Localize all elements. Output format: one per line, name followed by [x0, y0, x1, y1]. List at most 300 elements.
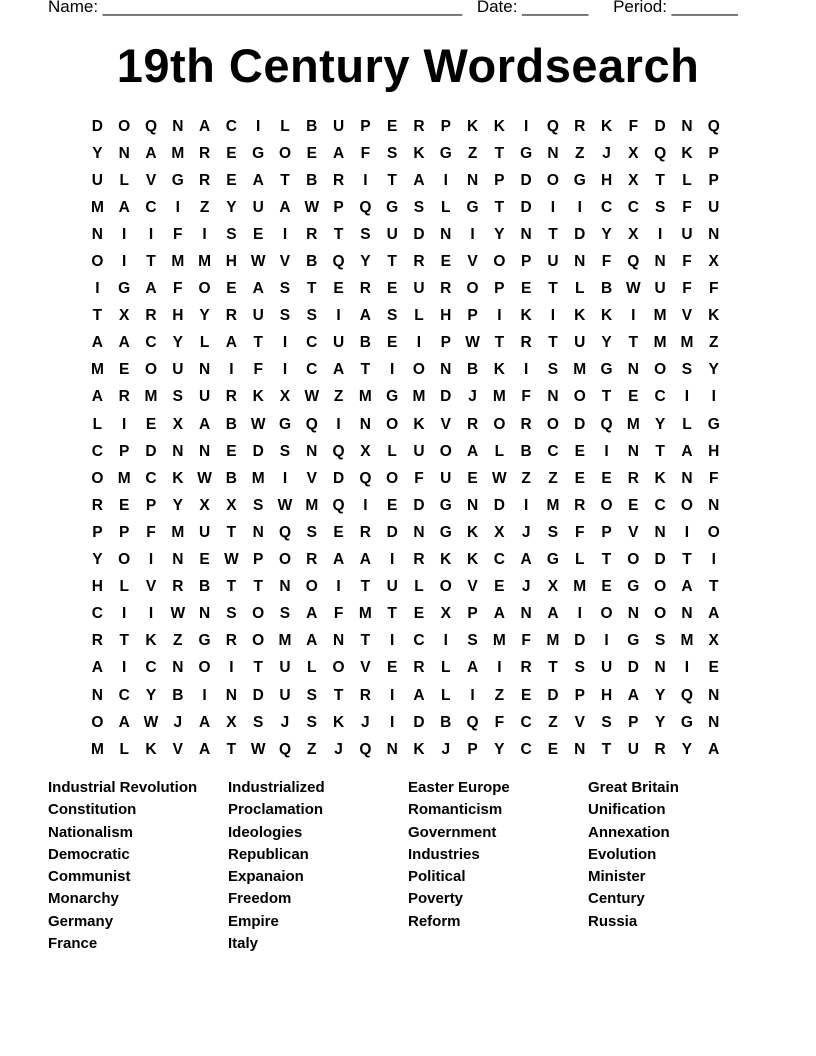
- grid-letter[interactable]: K: [708, 307, 720, 325]
- grid-letter[interactable]: E: [494, 578, 505, 596]
- grid-letter[interactable]: S: [547, 523, 559, 541]
- grid-letter[interactable]: V: [279, 253, 291, 271]
- grid-letter[interactable]: T: [601, 740, 612, 758]
- grid-letter[interactable]: I: [363, 496, 368, 514]
- grid-letter[interactable]: I: [416, 334, 422, 352]
- grid-letter[interactable]: N: [520, 225, 532, 243]
- grid-letter[interactable]: T: [146, 253, 156, 271]
- grid-letter[interactable]: I: [523, 496, 529, 514]
- grid-letter[interactable]: U: [198, 388, 211, 406]
- name-field[interactable]: Name: ______________________________________: [48, 0, 463, 16]
- grid-letter[interactable]: L: [575, 280, 585, 298]
- grid-letter[interactable]: B: [306, 253, 318, 271]
- grid-letter[interactable]: S: [654, 632, 666, 650]
- grid-letter[interactable]: E: [226, 171, 237, 189]
- grid-letter[interactable]: A: [413, 171, 425, 189]
- grid-letter[interactable]: Z: [333, 388, 344, 406]
- grid-letter[interactable]: R: [198, 144, 211, 162]
- grid-letter[interactable]: R: [198, 171, 211, 189]
- grid-letter[interactable]: O: [278, 144, 291, 162]
- grid-letter[interactable]: T: [601, 388, 612, 406]
- grid-letter[interactable]: F: [173, 280, 183, 298]
- grid-letter[interactable]: C: [547, 442, 559, 460]
- grid-letter[interactable]: F: [682, 198, 692, 216]
- grid-letter[interactable]: W: [492, 469, 507, 487]
- grid-letter[interactable]: O: [627, 551, 640, 569]
- grid-letter[interactable]: X: [708, 632, 719, 650]
- grid-letter[interactable]: Y: [494, 740, 505, 758]
- grid-letter[interactable]: S: [306, 686, 317, 704]
- grid-letter[interactable]: C: [306, 334, 318, 352]
- grid-letter[interactable]: V: [145, 578, 157, 596]
- grid-letter[interactable]: D: [440, 388, 452, 406]
- grid-letter[interactable]: A: [198, 117, 211, 135]
- grid-letter[interactable]: A: [91, 388, 103, 406]
- grid-letter[interactable]: N: [466, 171, 479, 189]
- grid-letter[interactable]: L: [414, 578, 424, 596]
- grid-letter[interactable]: Z: [548, 713, 558, 731]
- grid-letter[interactable]: C: [627, 198, 639, 216]
- grid-letter[interactable]: O: [91, 253, 104, 271]
- grid-letter[interactable]: I: [282, 361, 288, 379]
- grid-letter[interactable]: B: [306, 117, 318, 135]
- grid-letter[interactable]: O: [91, 713, 104, 731]
- grid-letter[interactable]: D: [574, 632, 586, 650]
- grid-letter[interactable]: U: [654, 280, 666, 298]
- grid-letter[interactable]: K: [413, 415, 425, 433]
- grid-letter[interactable]: M: [90, 361, 104, 379]
- grid-letter[interactable]: M: [653, 334, 667, 352]
- grid-letter[interactable]: I: [443, 171, 448, 189]
- grid-letter[interactable]: P: [494, 171, 505, 189]
- grid-letter[interactable]: R: [172, 578, 184, 596]
- grid-letter[interactable]: F: [682, 253, 692, 271]
- grid-letter[interactable]: X: [547, 578, 559, 596]
- grid-letter[interactable]: I: [390, 713, 395, 731]
- grid-letter[interactable]: U: [252, 198, 264, 216]
- grid-letter[interactable]: J: [521, 578, 531, 596]
- grid-letter[interactable]: G: [439, 144, 452, 162]
- grid-letter[interactable]: R: [413, 659, 425, 677]
- grid-letter[interactable]: G: [171, 171, 184, 189]
- grid-letter[interactable]: I: [523, 117, 529, 135]
- grid-letter[interactable]: P: [360, 117, 371, 135]
- grid-letter[interactable]: E: [199, 551, 210, 569]
- grid-letter[interactable]: O: [252, 605, 265, 623]
- grid-letter[interactable]: I: [282, 225, 288, 243]
- grid-letter[interactable]: T: [655, 171, 665, 189]
- grid-letter[interactable]: Y: [92, 144, 103, 162]
- grid-letter[interactable]: D: [145, 442, 157, 460]
- grid-letter[interactable]: B: [306, 171, 318, 189]
- grid-letter[interactable]: I: [604, 632, 609, 650]
- grid-letter[interactable]: W: [224, 551, 239, 569]
- grid-letter[interactable]: X: [628, 171, 639, 189]
- grid-letter[interactable]: K: [440, 551, 452, 569]
- grid-letter[interactable]: F: [494, 713, 505, 731]
- grid-letter[interactable]: C: [520, 740, 532, 758]
- grid-letter[interactable]: O: [118, 117, 131, 135]
- grid-letter[interactable]: U: [681, 225, 693, 243]
- grid-letter[interactable]: P: [494, 280, 505, 298]
- grid-letter[interactable]: J: [361, 713, 370, 731]
- grid-letter[interactable]: K: [466, 551, 479, 569]
- grid-letter[interactable]: W: [304, 388, 320, 406]
- grid-letter[interactable]: K: [681, 144, 693, 162]
- grid-letter[interactable]: Q: [332, 442, 345, 460]
- grid-letter[interactable]: X: [494, 523, 505, 541]
- grid-letter[interactable]: Y: [360, 253, 371, 271]
- grid-letter[interactable]: F: [521, 388, 531, 406]
- grid-letter[interactable]: M: [492, 388, 506, 406]
- grid-letter[interactable]: T: [333, 686, 344, 704]
- grid-letter[interactable]: P: [520, 253, 532, 271]
- grid-letter[interactable]: I: [95, 280, 100, 298]
- grid-letter[interactable]: E: [601, 578, 612, 596]
- grid-letter[interactable]: P: [601, 523, 612, 541]
- grid-letter[interactable]: T: [548, 280, 558, 298]
- grid-letter[interactable]: A: [466, 659, 479, 677]
- period-field[interactable]: Period: _______: [613, 0, 738, 16]
- grid-letter[interactable]: R: [225, 632, 237, 650]
- grid-letter[interactable]: E: [520, 686, 532, 704]
- grid-letter[interactable]: F: [682, 280, 692, 298]
- grid-letter[interactable]: D: [520, 198, 532, 216]
- grid-letter[interactable]: D: [574, 415, 586, 433]
- grid-letter[interactable]: Z: [494, 686, 505, 704]
- grid-letter[interactable]: C: [145, 469, 157, 487]
- grid-letter[interactable]: E: [226, 442, 237, 460]
- grid-letter[interactable]: P: [333, 198, 344, 216]
- grid-letter[interactable]: P: [145, 496, 157, 514]
- grid-letter[interactable]: N: [332, 632, 345, 650]
- grid-letter[interactable]: M: [144, 388, 158, 406]
- grid-letter[interactable]: D: [413, 713, 425, 731]
- grid-letter[interactable]: E: [119, 496, 130, 514]
- grid-letter[interactable]: Q: [305, 415, 318, 433]
- grid-letter[interactable]: I: [282, 469, 288, 487]
- grid-letter[interactable]: R: [359, 686, 371, 704]
- grid-letter[interactable]: Q: [654, 144, 667, 162]
- grid-letter[interactable]: R: [225, 307, 237, 325]
- grid-letter[interactable]: T: [333, 225, 344, 243]
- grid-letter[interactable]: Z: [307, 740, 317, 758]
- grid-letter[interactable]: K: [574, 307, 586, 325]
- grid-letter[interactable]: I: [229, 659, 234, 677]
- grid-letter[interactable]: V: [467, 578, 478, 596]
- grid-letter[interactable]: I: [631, 307, 636, 325]
- grid-letter[interactable]: L: [199, 334, 210, 352]
- grid-letter[interactable]: U: [332, 334, 345, 352]
- grid-letter[interactable]: A: [547, 605, 559, 623]
- grid-letter[interactable]: A: [332, 551, 345, 569]
- grid-letter[interactable]: N: [198, 361, 211, 379]
- grid-letter[interactable]: M: [680, 632, 694, 650]
- grid-letter[interactable]: T: [92, 307, 103, 325]
- grid-letter[interactable]: Q: [680, 686, 693, 704]
- grid-letter[interactable]: Q: [359, 740, 372, 758]
- grid-letter[interactable]: J: [441, 740, 451, 758]
- grid-letter[interactable]: G: [439, 523, 452, 541]
- grid-letter[interactable]: K: [413, 740, 425, 758]
- grid-letter[interactable]: Q: [278, 740, 291, 758]
- grid-letter[interactable]: E: [601, 469, 612, 487]
- grid-letter[interactable]: I: [711, 388, 716, 406]
- grid-letter[interactable]: D: [252, 686, 264, 704]
- grid-letter[interactable]: M: [90, 740, 104, 758]
- grid-letter[interactable]: I: [390, 632, 395, 650]
- grid-letter[interactable]: N: [172, 442, 184, 460]
- grid-letter[interactable]: R: [627, 469, 639, 487]
- grid-letter[interactable]: F: [253, 361, 263, 379]
- grid-letter[interactable]: E: [413, 605, 425, 623]
- grid-letter[interactable]: O: [252, 632, 265, 650]
- grid-letter[interactable]: U: [172, 361, 184, 379]
- grid-letter[interactable]: F: [414, 469, 424, 487]
- grid-letter[interactable]: S: [306, 713, 317, 731]
- grid-letter[interactable]: N: [359, 415, 371, 433]
- grid-letter[interactable]: T: [655, 442, 665, 460]
- grid-letter[interactable]: D: [386, 523, 398, 541]
- grid-letter[interactable]: S: [279, 280, 291, 298]
- grid-letter[interactable]: E: [467, 469, 478, 487]
- grid-letter[interactable]: A: [118, 334, 130, 352]
- grid-letter[interactable]: P: [119, 442, 130, 460]
- grid-letter[interactable]: Y: [601, 334, 612, 352]
- grid-letter[interactable]: A: [332, 361, 345, 379]
- grid-letter[interactable]: L: [575, 551, 585, 569]
- grid-letter[interactable]: G: [573, 171, 586, 189]
- grid-letter[interactable]: I: [577, 605, 582, 623]
- grid-letter[interactable]: K: [172, 469, 184, 487]
- grid-letter[interactable]: P: [440, 334, 451, 352]
- grid-letter[interactable]: X: [440, 605, 451, 623]
- grid-letter[interactable]: S: [574, 659, 585, 677]
- grid-letter[interactable]: A: [91, 334, 103, 352]
- grid-letter[interactable]: A: [145, 144, 157, 162]
- grid-letter[interactable]: E: [628, 496, 639, 514]
- grid-letter[interactable]: H: [172, 307, 184, 325]
- grid-letter[interactable]: T: [548, 334, 558, 352]
- grid-letter[interactable]: M: [171, 144, 185, 162]
- grid-letter[interactable]: K: [466, 117, 479, 135]
- grid-letter[interactable]: K: [466, 523, 479, 541]
- grid-letter[interactable]: M: [546, 496, 560, 514]
- grid-letter[interactable]: N: [654, 253, 666, 271]
- grid-letter[interactable]: N: [386, 740, 398, 758]
- grid-letter[interactable]: Z: [575, 144, 585, 162]
- grid-letter[interactable]: E: [386, 659, 398, 677]
- grid-letter[interactable]: R: [359, 280, 371, 298]
- grid-letter[interactable]: K: [252, 388, 264, 406]
- grid-letter[interactable]: W: [197, 469, 212, 487]
- grid-letter[interactable]: W: [277, 496, 293, 514]
- grid-letter[interactable]: M: [171, 253, 185, 271]
- grid-letter[interactable]: M: [305, 496, 319, 514]
- grid-letter[interactable]: F: [628, 117, 639, 135]
- grid-letter[interactable]: X: [199, 496, 210, 514]
- grid-letter[interactable]: O: [707, 523, 720, 541]
- grid-letter[interactable]: A: [145, 280, 157, 298]
- grid-letter[interactable]: Z: [548, 469, 558, 487]
- grid-letter[interactable]: I: [122, 605, 127, 623]
- grid-letter[interactable]: C: [145, 659, 157, 677]
- grid-letter[interactable]: M: [171, 523, 185, 541]
- grid-letter[interactable]: F: [708, 280, 719, 298]
- grid-letter[interactable]: Z: [467, 144, 478, 162]
- grid-letter[interactable]: O: [466, 280, 479, 298]
- grid-letter[interactable]: A: [198, 415, 211, 433]
- grid-letter[interactable]: V: [574, 713, 585, 731]
- grid-letter[interactable]: E: [119, 361, 130, 379]
- grid-letter[interactable]: T: [253, 334, 263, 352]
- grid-letter[interactable]: H: [600, 171, 613, 189]
- grid-letter[interactable]: G: [466, 198, 479, 216]
- grid-letter[interactable]: T: [360, 632, 371, 650]
- grid-letter[interactable]: N: [627, 605, 639, 623]
- grid-letter[interactable]: I: [202, 225, 207, 243]
- grid-letter[interactable]: N: [118, 144, 130, 162]
- grid-letter[interactable]: O: [118, 551, 131, 569]
- grid-letter[interactable]: I: [336, 578, 341, 596]
- grid-letter[interactable]: I: [122, 415, 127, 433]
- grid-letter[interactable]: C: [493, 551, 505, 569]
- grid-letter[interactable]: E: [708, 659, 719, 677]
- grid-letter[interactable]: B: [600, 280, 613, 298]
- grid-letter[interactable]: Q: [627, 253, 640, 271]
- grid-letter[interactable]: N: [681, 605, 693, 623]
- grid-letter[interactable]: O: [600, 496, 613, 514]
- grid-letter[interactable]: Y: [199, 307, 210, 325]
- grid-letter[interactable]: I: [148, 551, 154, 569]
- grid-letter[interactable]: K: [145, 740, 157, 758]
- grid-letter[interactable]: Q: [278, 523, 291, 541]
- grid-letter[interactable]: F: [146, 523, 156, 541]
- grid-letter[interactable]: L: [387, 442, 397, 460]
- grid-letter[interactable]: O: [386, 469, 399, 487]
- grid-letter[interactable]: N: [440, 225, 452, 243]
- grid-letter[interactable]: X: [360, 442, 371, 460]
- grid-letter[interactable]: N: [225, 686, 237, 704]
- grid-letter[interactable]: Q: [359, 469, 372, 487]
- grid-letter[interactable]: C: [145, 198, 157, 216]
- grid-letter[interactable]: X: [119, 307, 130, 325]
- grid-letter[interactable]: N: [681, 117, 693, 135]
- grid-letter[interactable]: E: [226, 280, 237, 298]
- grid-letter[interactable]: I: [390, 686, 395, 704]
- grid-letter[interactable]: X: [279, 388, 291, 406]
- grid-letter[interactable]: T: [708, 578, 719, 596]
- grid-letter[interactable]: T: [682, 551, 692, 569]
- grid-letter[interactable]: L: [119, 171, 129, 189]
- grid-letter[interactable]: O: [493, 415, 506, 433]
- grid-letter[interactable]: P: [467, 605, 478, 623]
- grid-letter[interactable]: N: [91, 686, 103, 704]
- grid-letter[interactable]: U: [600, 659, 613, 677]
- grid-letter[interactable]: D: [91, 117, 103, 135]
- grid-letter[interactable]: O: [654, 361, 667, 379]
- grid-letter[interactable]: A: [359, 551, 371, 569]
- grid-letter[interactable]: B: [172, 686, 184, 704]
- grid-letter[interactable]: R: [332, 171, 345, 189]
- grid-letter[interactable]: D: [413, 496, 425, 514]
- grid-letter[interactable]: I: [363, 171, 368, 189]
- grid-letter[interactable]: M: [358, 388, 372, 406]
- grid-letter[interactable]: G: [198, 632, 211, 650]
- grid-letter[interactable]: L: [682, 415, 692, 433]
- grid-letter[interactable]: O: [600, 605, 613, 623]
- grid-letter[interactable]: R: [654, 740, 666, 758]
- grid-letter[interactable]: L: [414, 307, 424, 325]
- grid-letter[interactable]: O: [573, 388, 586, 406]
- grid-letter[interactable]: I: [390, 551, 395, 569]
- grid-letter[interactable]: L: [441, 198, 451, 216]
- grid-letter[interactable]: P: [119, 523, 130, 541]
- grid-letter[interactable]: Y: [654, 713, 666, 731]
- grid-letter[interactable]: N: [279, 578, 291, 596]
- grid-letter[interactable]: L: [441, 686, 451, 704]
- grid-letter[interactable]: Y: [172, 496, 183, 514]
- grid-letter[interactable]: J: [521, 523, 531, 541]
- grid-letter[interactable]: U: [332, 117, 345, 135]
- grid-letter[interactable]: I: [497, 659, 502, 677]
- grid-letter[interactable]: Q: [359, 198, 372, 216]
- grid-letter[interactable]: E: [386, 117, 398, 135]
- grid-letter[interactable]: N: [172, 551, 184, 569]
- grid-letter[interactable]: A: [91, 659, 103, 677]
- grid-letter[interactable]: O: [654, 578, 667, 596]
- grid-letter[interactable]: N: [91, 225, 103, 243]
- grid-letter[interactable]: Q: [546, 117, 559, 135]
- grid-letter[interactable]: N: [681, 469, 693, 487]
- grid-letter[interactable]: T: [387, 171, 397, 189]
- grid-letter[interactable]: R: [359, 523, 371, 541]
- grid-letter[interactable]: A: [708, 605, 720, 623]
- grid-letter[interactable]: O: [680, 496, 693, 514]
- grid-letter[interactable]: J: [468, 388, 477, 406]
- grid-letter[interactable]: N: [654, 523, 666, 541]
- grid-letter[interactable]: K: [600, 117, 613, 135]
- grid-letter[interactable]: G: [600, 361, 613, 379]
- grid-letter[interactable]: F: [708, 469, 719, 487]
- grid-letter[interactable]: A: [627, 686, 639, 704]
- grid-letter[interactable]: C: [306, 361, 318, 379]
- grid-letter[interactable]: I: [122, 253, 127, 271]
- grid-letter[interactable]: G: [520, 144, 533, 162]
- grid-letter[interactable]: I: [336, 307, 341, 325]
- grid-letter[interactable]: T: [119, 632, 129, 650]
- grid-letter[interactable]: S: [306, 523, 317, 541]
- grid-letter[interactable]: E: [574, 469, 585, 487]
- grid-letter[interactable]: R: [466, 415, 479, 433]
- grid-letter[interactable]: Q: [332, 496, 345, 514]
- grid-letter[interactable]: T: [494, 144, 505, 162]
- grid-letter[interactable]: G: [386, 198, 399, 216]
- grid-letter[interactable]: S: [306, 307, 317, 325]
- grid-letter[interactable]: I: [256, 117, 261, 135]
- grid-letter[interactable]: W: [250, 415, 266, 433]
- grid-letter[interactable]: E: [145, 415, 157, 433]
- grid-letter[interactable]: M: [546, 632, 560, 650]
- grid-letter[interactable]: D: [627, 659, 639, 677]
- grid-letter[interactable]: H: [600, 686, 613, 704]
- grid-letter[interactable]: M: [198, 253, 212, 271]
- grid-letter[interactable]: S: [386, 144, 398, 162]
- grid-letter[interactable]: D: [574, 225, 586, 243]
- grid-letter[interactable]: A: [118, 713, 130, 731]
- grid-letter[interactable]: E: [253, 225, 264, 243]
- grid-letter[interactable]: K: [493, 361, 505, 379]
